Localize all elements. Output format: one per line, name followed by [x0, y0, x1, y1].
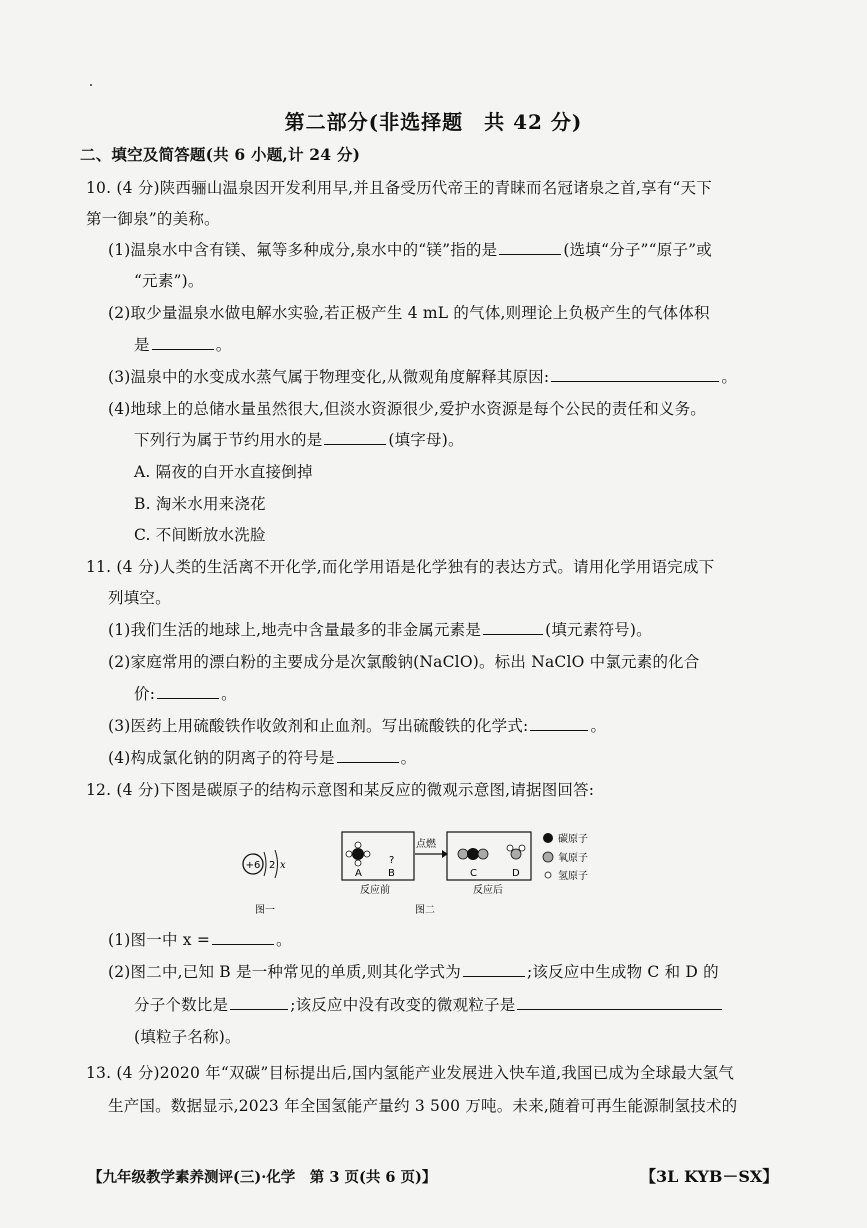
molecule-a: [346, 842, 370, 866]
q12-part2-cont: 分子个数比是 ;该反应中没有改变的微观粒子是: [134, 995, 724, 1015]
q12-diagram: [230, 820, 630, 920]
q10-option-c: C. 不间断放水洗脸: [134, 526, 266, 544]
answer-blank[interactable]: [530, 716, 588, 731]
answer-blank[interactable]: [230, 995, 288, 1010]
stray-dot: [90, 84, 92, 86]
answer-blank[interactable]: [157, 684, 219, 699]
q13-stem-line1: 13. (4 分)2020 年“双碳”目标提出后,国内氢能产业发展进入快车道,我国已成为全球最大氢气: [86, 1064, 735, 1082]
q11-part1: (1)我们生活的地球上,地壳中含量最多的非金属元素是 (填元素符号)。: [108, 621, 652, 639]
answer-blank[interactable]: [212, 930, 274, 945]
answer-blank[interactable]: [499, 240, 561, 255]
atom-legend: [543, 832, 588, 882]
answer-blank[interactable]: [324, 430, 386, 445]
q10-part4: (4)地球上的总储水量虽然很大,但淡水资源很少,爱护水资源是每个公民的责任和义务。: [108, 400, 707, 418]
q11-part4: (4)构成氯化钠的阴离子的符号是 。: [108, 749, 417, 767]
figure2-label: 图二: [415, 905, 435, 916]
shell2-electrons-label: x: [280, 860, 286, 871]
footer-code: 【3L KYB－SX】: [640, 1167, 779, 1186]
answer-blank[interactable]: [463, 962, 525, 977]
q12-part2-cont2: (填粒子名称)。: [134, 1028, 241, 1046]
answer-blank[interactable]: [337, 748, 399, 763]
q11-stem-line1: 11. (4 分)人类的生活离不开化学,而化学用语是化学独有的表达方式。请用化学用语完成下: [86, 558, 715, 576]
label-b: B: [388, 868, 395, 879]
legend-oxygen: 氧原子: [558, 853, 588, 864]
q11-part2: (2)家庭常用的漂白粉的主要成分是次氯酸钠(NaClO)。标出 NaClO 中氯元素的化合: [108, 653, 700, 671]
q10-stem-line2: 第一御泉”的美称。: [86, 210, 220, 228]
answer-blank[interactable]: [152, 335, 214, 350]
q10-stem-line1: 10. (4 分)陕西骊山温泉因开发利用早,并且备受历代帝王的青睐而名冠诸泉之首,享有“天下: [86, 179, 712, 197]
before-label: 反应前: [360, 885, 390, 896]
q12-part2: (2)图二中,已知 B 是一种常见的单质,则其化学式为 ;该反应中生成物 C 和 D 的: [108, 963, 719, 981]
q10-part1-cont: “元素”)。: [134, 272, 204, 290]
footer-page-info: 【九年级教学素养测评(三)·化学 第 3 页(共 6 页)】: [88, 1169, 437, 1186]
q11-stem-line2: 列填空。: [108, 589, 171, 607]
label-a: A: [355, 868, 362, 879]
figure1-label: 图一: [255, 905, 275, 916]
q10-part4-cont: 下列行为属于节约用水的是 (填字母)。: [134, 431, 464, 449]
section-heading: 二、填空及简答题(共 6 小题,计 24 分): [80, 145, 361, 164]
legend-carbon: 碳原子: [558, 834, 588, 845]
q10-part1: (1)温泉水中含有镁、氟等多种成分,泉水中的“镁”指的是 (选填“分子”“原子”或: [108, 241, 712, 259]
ignite-label: 点燃: [416, 839, 436, 850]
q10-part2: (2)取少量温泉水做电解水实验,若正极产生 4 mL 的气体,则理论上负极产生的气体体积: [108, 304, 710, 322]
q10-option-b: B. 淘米水用来浇花: [134, 495, 266, 513]
q10-part3: (3)温泉中的水变成水蒸气属于物理变化,从微观角度解释其原因: 。: [108, 368, 738, 386]
answer-blank[interactable]: [551, 367, 719, 382]
answer-blank[interactable]: [517, 995, 722, 1010]
q13-stem-line2: 生产国。数据显示,2023 年全国氢能产量约 3 500 万吨。未来,随着可再生能源制氢技术的: [108, 1097, 738, 1115]
section-title: 第二部分(非选择题 共 42 分): [284, 110, 583, 134]
label-d: D: [512, 868, 520, 879]
after-label: 反应后: [473, 885, 503, 896]
q11-part3: (3)医药上用硫酸铁作收敛剂和止血剂。写出硫酸铁的化学式: 。: [108, 717, 607, 735]
label-c: C: [470, 868, 477, 879]
q10-option-a: A. 隔夜的白开水直接倒掉: [134, 463, 313, 481]
unknown-b-mark: ?: [389, 855, 395, 866]
legend-hydrogen: 氢原子: [558, 871, 588, 882]
shell1-electrons-label: 2: [269, 860, 276, 871]
answer-blank[interactable]: [483, 620, 543, 635]
nucleus-charge-label: +6: [245, 860, 261, 871]
molecule-c: [458, 848, 488, 860]
q11-part2-cont: 价: 。: [134, 685, 237, 703]
molecule-d: [507, 845, 525, 859]
carbon-atom-structure: [243, 850, 286, 878]
q12-stem: 12. (4 分)下图是碳原子的结构示意图和某反应的微观示意图,请据图回答:: [86, 781, 595, 799]
q12-part1: (1)图一中 x = 。: [108, 931, 292, 949]
q10-part2-cont: 是 。: [134, 336, 232, 354]
